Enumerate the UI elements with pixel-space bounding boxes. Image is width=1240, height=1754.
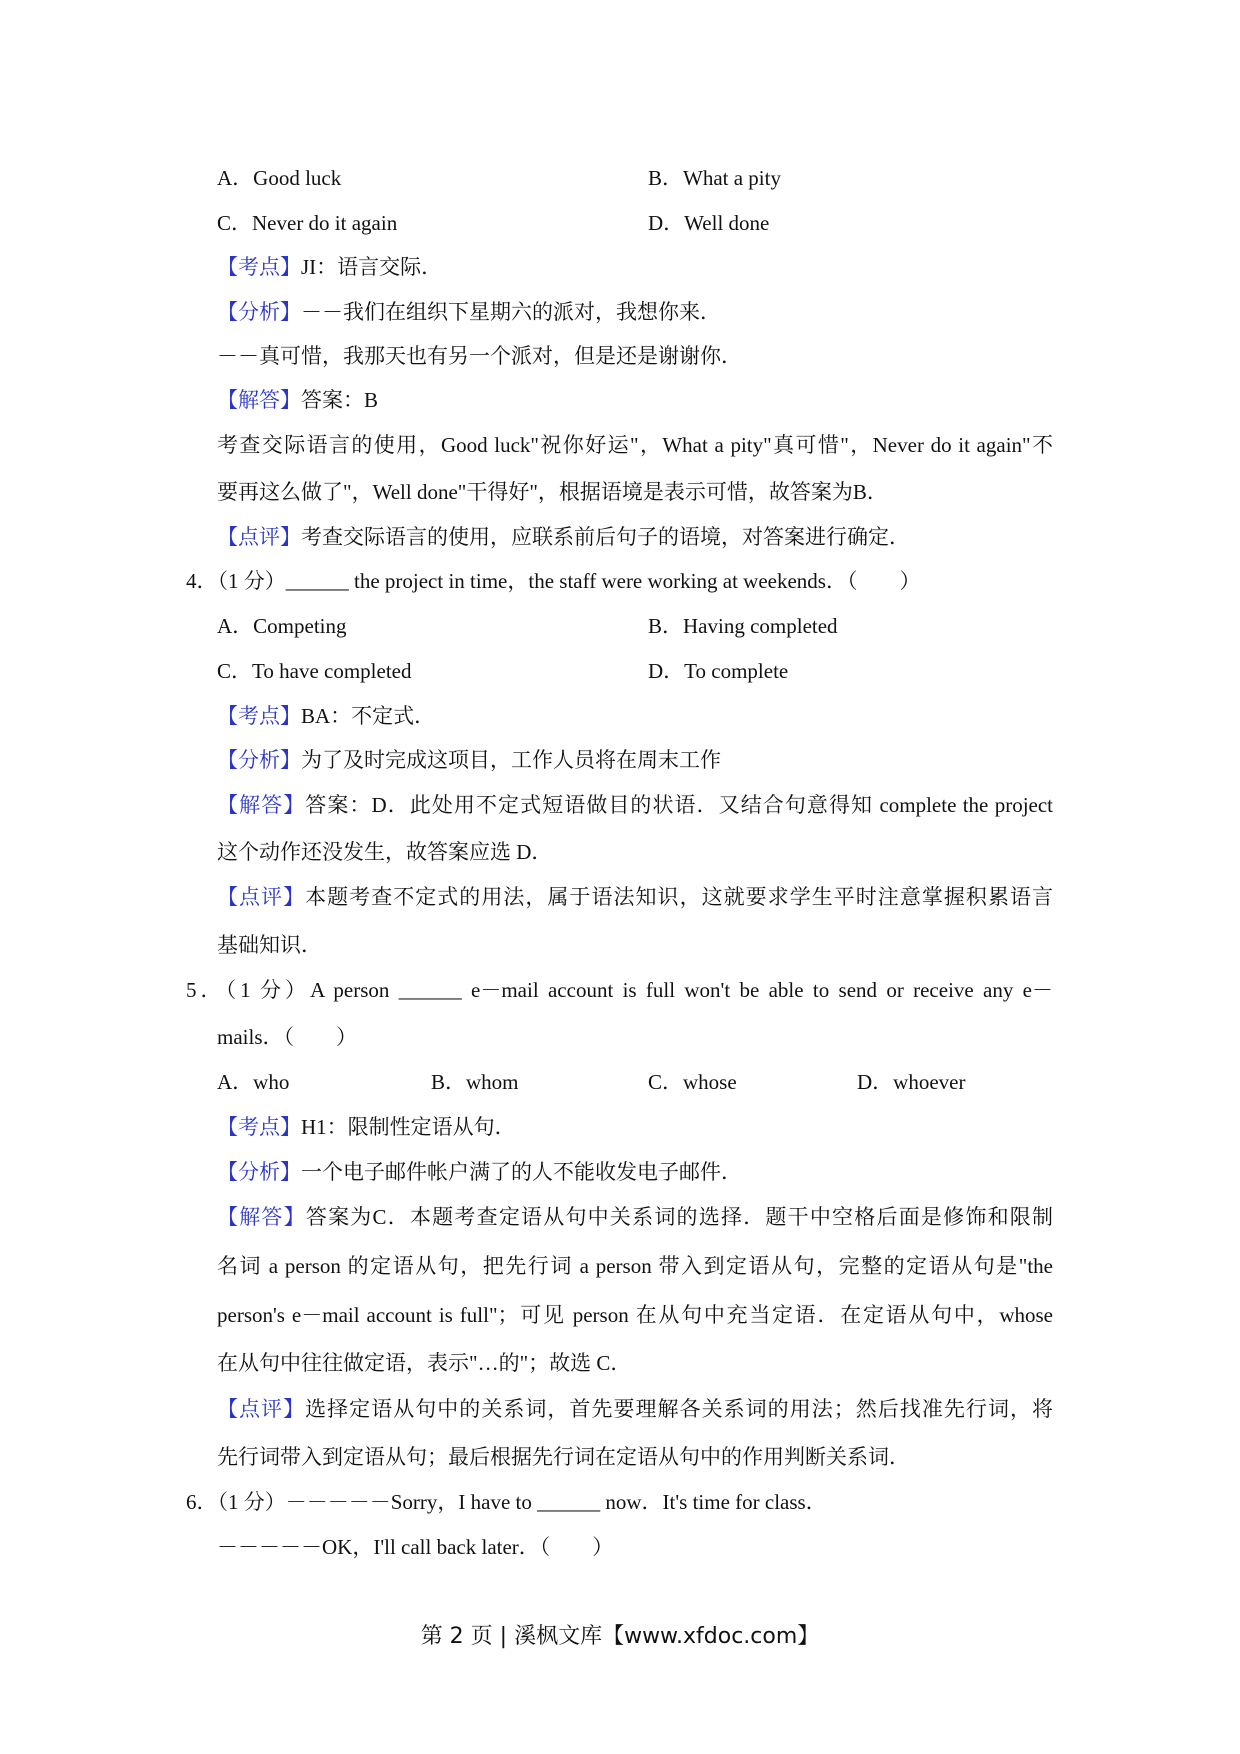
q3-option-a: A．Good luck [217,166,342,190]
dianping-tag: 【点评】 [217,525,301,549]
dianping-tag: 【点评】 [217,885,306,909]
kaodian-tag: 【考点】 [217,255,301,279]
jieda-tag: 【解答】 [217,1205,306,1229]
q3-jieda-line2: 考查交际语言的使用，Good luck"祝你好运"，What a pity"真可惜"，Never do it again"不 [217,433,1053,457]
dianping-tag: 【点评】 [217,1397,306,1421]
kaodian-text: JI：语言交际． [301,255,443,279]
q3-kaodian [217,253,442,281]
q4-option-c: C．To have completed [217,659,412,683]
q5-stem-line2: mails．（ ） [217,1025,357,1049]
q4-dianping [217,883,1053,911]
q5-jieda-line2: 名词 a person 的定语从句，把先行词 a person 带入到定语从句，完整的定语从句是"the [217,1254,1053,1278]
fenxi-text: 一个电子邮件帐户满了的人不能收发电子邮件． [301,1160,742,1184]
kaodian-tag: 【考点】 [217,704,301,728]
q5-fenxi [217,1158,742,1186]
q5-option-c: C．whose [648,1070,737,1094]
q5-stem: 5．（1 分）A person ______ e－mail account is full won't be able to send or receive any e－ [186,978,1053,1002]
dianping-text: 考查交际语言的使用，应联系前后句子的语境，对答案进行确定． [301,525,910,549]
q4-jieda-line2: 这个动作还没发生，故答案应选 D． [217,840,553,864]
q3-fenxi-line2: －－真可惜，我那天也有另一个派对，但是还是谢谢你． [217,344,742,368]
jieda-tag: 【解答】 [217,388,301,412]
q5-jieda-line4: 在从句中往往做定语，表示"…的"；故选 C． [217,1351,632,1375]
fenxi-text: 为了及时完成这项目，工作人员将在周末工作 [301,748,721,772]
q4-option-b: B．Having completed [648,614,838,638]
q4-fenxi [217,746,721,774]
dianping-text: 选择定语从句中的关系词，首先要理解各关系词的用法；然后找准先行词，将 [305,1397,1053,1421]
q4-option-a: A．Competing [217,614,347,638]
jieda-tag: 【解答】 [217,793,306,817]
q4-stem: 4．（1 分）______ the project in time，the staff were working at weekends．（ ） [186,569,921,593]
q3-option-d: D．Well done [648,211,770,235]
q5-dianping-line2: 先行词带入到定语从句；最后根据先行词在定语从句中的作用判断关系词． [217,1445,910,1469]
kaodian-text: BA：不定式． [301,704,436,728]
jieda-text: 答案为C．本题考查定语从句中关系词的选择．题干中空格后面是修饰和限制 [305,1205,1053,1229]
fenxi-text: －－我们在组织下星期六的派对，我想你来． [301,300,721,324]
q6-stem: 6．（1 分）－－－－－Sorry，I have to ______ now．It's time for class． [186,1490,827,1514]
page-footer: 第 2 页 | 溪枫文库【www.xfdoc.com】 [420,1624,820,1649]
q3-fenxi [217,298,721,326]
q3-jieda [217,386,378,414]
q5-dianping [217,1395,1053,1423]
fenxi-tag: 【分析】 [217,300,301,324]
q3-jieda-line3: 要再这么做了"，Well done"干得好"，根据语境是表示可惜，故答案为B． [217,480,888,504]
jieda-text: 答案：D．此处用不定式短语做目的状语．又结合句意得知 complete the project [305,793,1053,817]
q5-option-b: B．whom [431,1070,519,1094]
q3-option-c: C．Never do it again [217,211,398,235]
q5-option-a: A．who [217,1070,290,1094]
q4-option-d: D．To complete [648,659,789,683]
kaodian-tag: 【考点】 [217,1115,301,1139]
q3-dianping [217,523,910,551]
q4-dianping-line2: 基础知识． [217,933,322,957]
fenxi-tag: 【分析】 [217,748,301,772]
q5-option-d: D．whoever [857,1070,966,1094]
q6-stem-line2: －－－－－OK，I'll call back later．（ ） [217,1535,614,1559]
q5-jieda-line3: person's e－mail account is full"；可见 person 在从句中充当定语．在定语从句中，whose [217,1303,1053,1327]
kaodian-text: H1：限制性定语从句． [301,1115,516,1139]
dianping-text: 本题考查不定式的用法，属于语法知识，这就要求学生平时注意掌握积累语言 [305,885,1053,909]
q4-jieda [217,791,1053,819]
q5-jieda [217,1203,1053,1231]
jieda-text: 答案：B [301,388,379,412]
fenxi-tag: 【分析】 [217,1160,301,1184]
q3-option-b: B．What a pity [648,166,781,190]
q4-kaodian [217,702,435,730]
q5-kaodian [217,1113,516,1141]
